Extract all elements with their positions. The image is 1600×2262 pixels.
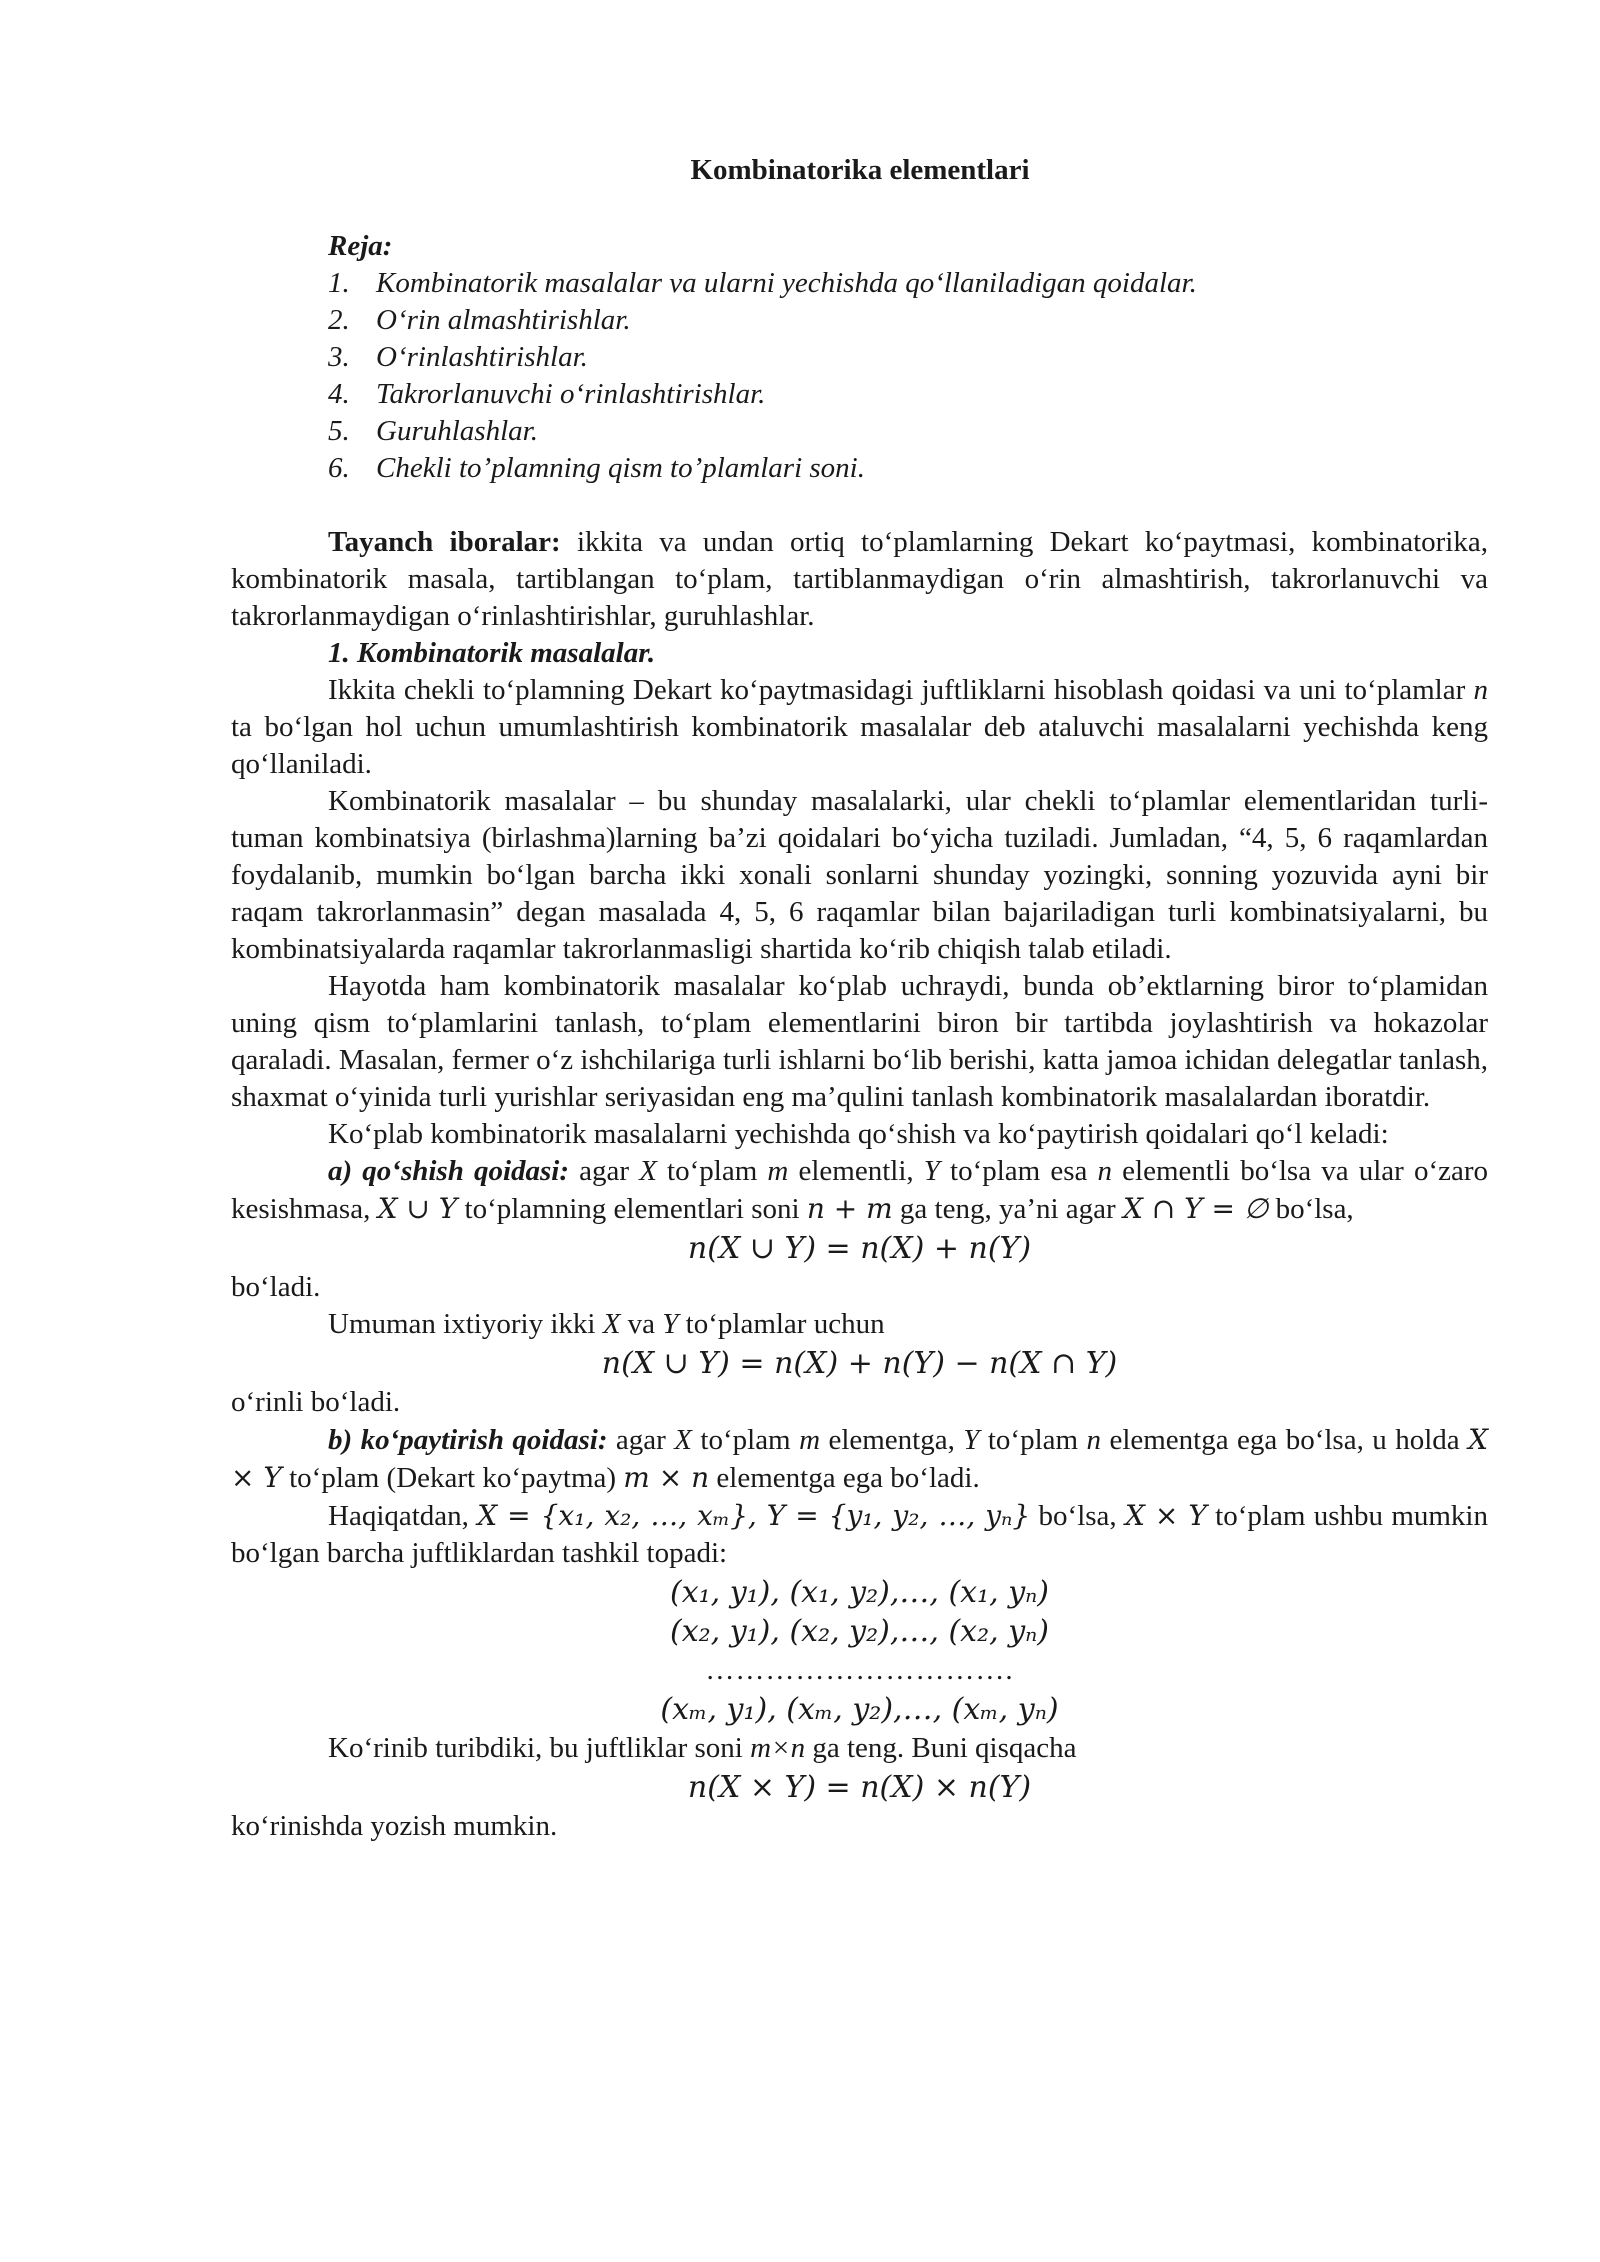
math-var: n	[1086, 1424, 1102, 1456]
plan-item-number: 6.	[328, 452, 350, 484]
text-run: Ikkita chekli to‘plamning Dekart ko‘paytmasidagi juftliklarni hisoblash qoidasi va uni to‘plamlar	[328, 674, 1474, 706]
math-expression: n + m	[806, 1192, 893, 1225]
plan-item-text: Kombinatorik masalalar va ularni yechishda qo‘llaniladigan qoidalar.	[376, 267, 1197, 299]
text-run: to‘plam ushbu mumkin bo‘lgan barcha juftliklardan tashkil topadi:	[231, 1500, 1488, 1569]
text-run: bo‘lsa,	[1268, 1193, 1354, 1225]
text-run: to‘plam esa	[939, 1155, 1098, 1187]
paragraph: o‘rinli bo‘ladi.	[231, 1386, 401, 1418]
paragraph: Ko‘plab kombinatorik masalalarni yechishda qo‘shish va ko‘paytirish qoidalari qo‘l keladi:	[328, 1118, 1389, 1150]
text-run: elementli bo‘lsa va ular o‘zaro kesishmasa,	[231, 1155, 1488, 1225]
text-run: Umuman ixtiyoriy ikki	[328, 1308, 603, 1340]
plan-item-text: Takrorlanuvchi o‘rinlashtirishlar.	[376, 378, 766, 410]
text-run: ga teng, ya’ni agar	[892, 1193, 1123, 1225]
text-run: elementga ega bo‘ladi.	[709, 1462, 980, 1494]
text-run: Ko‘rinib turibdiki, bu juftliklar soni	[328, 1732, 751, 1764]
keywords-label: Tayanch iboralar:	[328, 526, 561, 558]
multiplication-rule-paragraph	[231, 1421, 1488, 1497]
plan-item	[328, 450, 1498, 487]
document-body	[231, 524, 1488, 1845]
ellipsis-row: ………………………….	[705, 1654, 1014, 1686]
text-run: to‘plam	[691, 1424, 800, 1456]
text-run: agar	[569, 1155, 640, 1187]
math-var: X	[639, 1155, 657, 1187]
plan-item-number: 2.	[328, 304, 350, 336]
formula: n(X ∪ Y) = n(X) + n(Y) − n(X ∩ Y)	[601, 1346, 1118, 1381]
plan-item-number: 3.	[328, 341, 350, 373]
text-run: ta bo‘lgan hol uchun umumlashtirish kombinatorik masalalar deb ataluvchi masalalarni yechishda keng qo‘llaniladi.	[231, 711, 1488, 780]
plan-item-text: Chekli to’plamning qism to’plamlari soni.	[376, 452, 865, 484]
paragraph	[231, 1306, 1488, 1343]
paragraph: ko‘rinishda yozish mumkin.	[231, 1810, 558, 1842]
keywords-paragraph	[231, 524, 1488, 635]
plan-item	[328, 376, 1498, 413]
math-var: m	[799, 1424, 821, 1456]
paragraph	[231, 672, 1488, 783]
text-run: elementga ega bo‘lsa, u holda	[1101, 1424, 1469, 1456]
math-var: n	[1473, 674, 1488, 706]
math-var: Y	[662, 1308, 679, 1340]
math-expression: m × n	[623, 1461, 710, 1494]
multiplication-rule-label: b) ko‘paytirish qoidasi:	[328, 1424, 608, 1456]
math-expression: m×n	[750, 1732, 806, 1764]
math-expression: X = {x₁, x₂, …, xₘ}, Y = {y₁, y₂, …, yₙ}	[477, 1499, 1031, 1532]
text-run: to‘plamning elementlari soni	[457, 1193, 807, 1225]
keywords-text: ikkita va undan ortiq to‘plamlarning Dekart ko‘paytmasi, kombinatorika, kombinatorik masala, tartiblangan to‘plam, tartiblanmaydigan o‘rin almashtirish, takrorlanuvchi va takrorlanmaydigan o‘rinlashtirishlar, guruhlashlar.	[231, 526, 1488, 632]
paragraph	[231, 1497, 1488, 1572]
math-expression: X × Y	[231, 1423, 1489, 1494]
text-run: ga teng. Buni qisqacha	[805, 1732, 1077, 1764]
plan-heading: Reja:	[328, 230, 393, 262]
pairs-row: (x₂, y₁), (x₂, y₂),…, (x₂, yₙ)	[669, 1614, 1049, 1649]
formula: n(X ∪ Y) = n(X) + n(Y)	[687, 1231, 1032, 1266]
addition-rule-paragraph	[231, 1153, 1488, 1228]
plan-item	[328, 339, 1498, 376]
text-run: to‘plam	[656, 1155, 768, 1187]
paragraph	[231, 1730, 1488, 1767]
plan-item-number: 1.	[328, 267, 350, 299]
math-expression: X ∪ Y	[377, 1192, 458, 1225]
math-var: X	[674, 1424, 692, 1456]
plan-item-text: O‘rinlashtirishlar.	[376, 341, 588, 373]
math-var: X	[602, 1308, 621, 1340]
plan-item-number: 5.	[328, 415, 350, 447]
addition-rule-label: a) qo‘shish qoidasi:	[328, 1155, 570, 1187]
formula: n(X × Y) = n(X) × n(Y)	[687, 1770, 1032, 1805]
paragraph: Kombinatorik masalalar – bu shunday masalalarki, ular chekli to‘plamlar elementlaridan turli-tuman kombinatsiya (birlashma)larning ba’zi qoidalari bo‘yicha tuziladi. Jumladan, “4, 5, 6 raqamlardan foydalanib, mumkin bo‘lgan barcha ikki xonali sonlarni shunday yozingki, sonning yozuvida ayni bir raqam takrorlanmasin” degan masalada 4, 5, 6 raqamlar bilan bajariladigan turli kombinatsiyalarni, bu kombinatsiyalarda raqamlar takrorlanmasligi shartida ko‘rib chiqish talab etiladi.	[231, 785, 1488, 965]
plan-item-text: O‘rin almashtirishlar.	[376, 304, 631, 336]
plan-list	[328, 228, 1498, 487]
math-var: Y	[963, 1424, 980, 1456]
paragraph: Hayotda ham kombinatorik masalalar ko‘plab uchraydi, bunda ob’ektlarning biror to‘plamidan uning qism to‘plamlarini tanlash, to‘plam elementlarini biron bir tartibda joylashtirish va hokazolar qaraladi. Masalan, fermer o‘z ishchilariga turli ishlarni bo‘lib berishi, katta jamoa ichidan delegatlar tanlash, shaxmat o‘yinida turli yurishlar seriyasidan eng ma’qulini tanlash kombinatorik masalalardan iboratdir.	[231, 970, 1489, 1113]
plan-item-number: 4.	[328, 378, 350, 410]
pairs-row: (x₁, y₁), (x₁, y₂),…, (x₁, yₙ)	[669, 1575, 1049, 1610]
math-var: n	[1097, 1155, 1113, 1187]
page-title: Kombinatorika elementlari	[690, 154, 1030, 186]
text-run: agar	[607, 1424, 675, 1456]
text-run: to‘plam	[979, 1424, 1087, 1456]
paragraph: bo‘ladi.	[231, 1271, 321, 1303]
plan-item	[328, 302, 1498, 339]
text-run: va	[620, 1308, 663, 1340]
text-run: elementli,	[788, 1155, 924, 1187]
pairs-row: (xₘ, y₁), (xₘ, y₂),…, (xₘ, yₙ)	[660, 1692, 1059, 1727]
text-run: to‘plamlar uchun	[678, 1308, 885, 1340]
text-run: elementga,	[820, 1424, 964, 1456]
math-var: m	[767, 1155, 789, 1187]
text-run: bo‘lsa,	[1030, 1500, 1125, 1532]
math-expression: X ∩ Y = ∅	[1122, 1192, 1269, 1225]
plan-item	[328, 265, 1498, 302]
plan-item-text: Guruhlashlar.	[376, 415, 538, 447]
plan-item	[328, 413, 1498, 450]
text-run: to‘plam (Dekart ko‘paytma)	[281, 1462, 624, 1494]
math-expression: X × Y	[1125, 1499, 1207, 1532]
math-var: Y	[923, 1155, 940, 1187]
section-heading: 1. Kombinatorik masalalar.	[328, 637, 656, 669]
text-run: Haqiqatdan,	[328, 1500, 478, 1532]
